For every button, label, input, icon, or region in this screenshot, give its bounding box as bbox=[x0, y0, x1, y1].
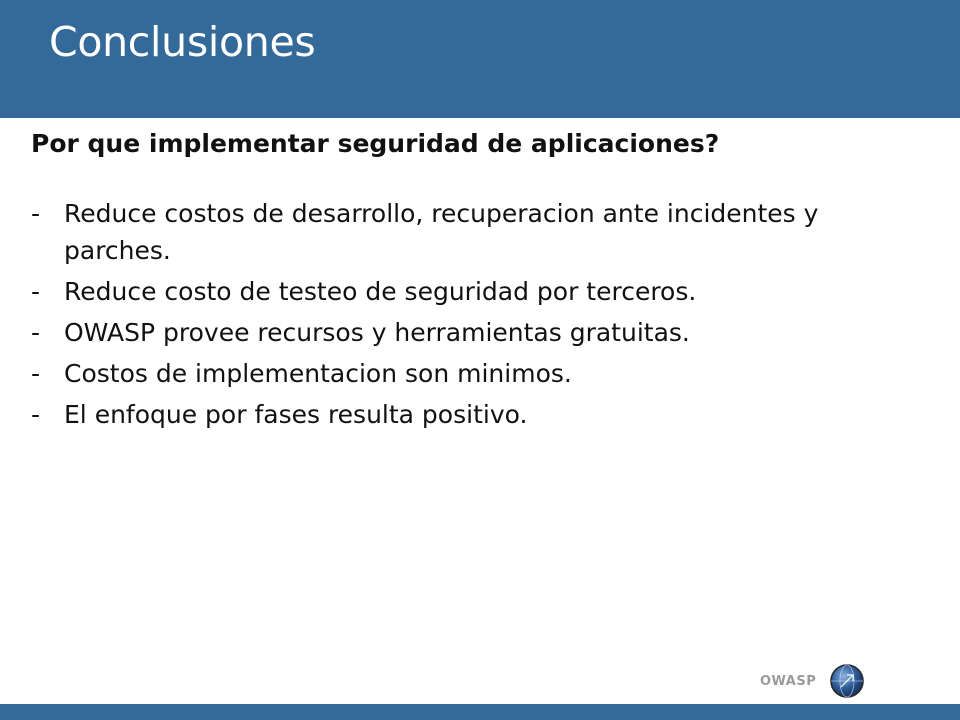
list-item bbox=[31, 195, 921, 269]
list-item bbox=[31, 314, 921, 351]
dash-bullet-icon: - bbox=[31, 199, 41, 228]
dash-bullet-icon: - bbox=[31, 277, 41, 306]
slide-heading: Por que implementar seguridad de aplicaciones? bbox=[31, 129, 720, 158]
bullet-text: El enfoque por fases resulta positivo. bbox=[64, 400, 528, 429]
owasp-brand bbox=[760, 664, 864, 698]
footer-bar bbox=[0, 704, 960, 720]
dash-bullet-icon: - bbox=[31, 318, 41, 347]
bullet-text: Reduce costos de desarrollo, recuperacion ante incidentes y parches. bbox=[64, 199, 819, 265]
owasp-globe-icon bbox=[830, 664, 864, 698]
bullet-text: Costos de implementacion son minimos. bbox=[64, 359, 572, 388]
bullet-text: Reduce costo de testeo de seguridad por terceros. bbox=[64, 277, 697, 306]
slide-title: Conclusiones bbox=[49, 18, 316, 66]
list-item bbox=[31, 355, 921, 392]
brand-label: OWASP bbox=[760, 673, 817, 689]
list-item bbox=[31, 396, 921, 433]
dash-bullet-icon: - bbox=[31, 359, 41, 388]
title-bar bbox=[0, 0, 960, 118]
bullet-list bbox=[31, 195, 921, 433]
slide-content bbox=[31, 127, 921, 437]
list-item bbox=[31, 273, 921, 310]
bullet-text: OWASP provee recursos y herramientas gratuitas. bbox=[64, 318, 690, 347]
dash-bullet-icon: - bbox=[31, 400, 41, 429]
